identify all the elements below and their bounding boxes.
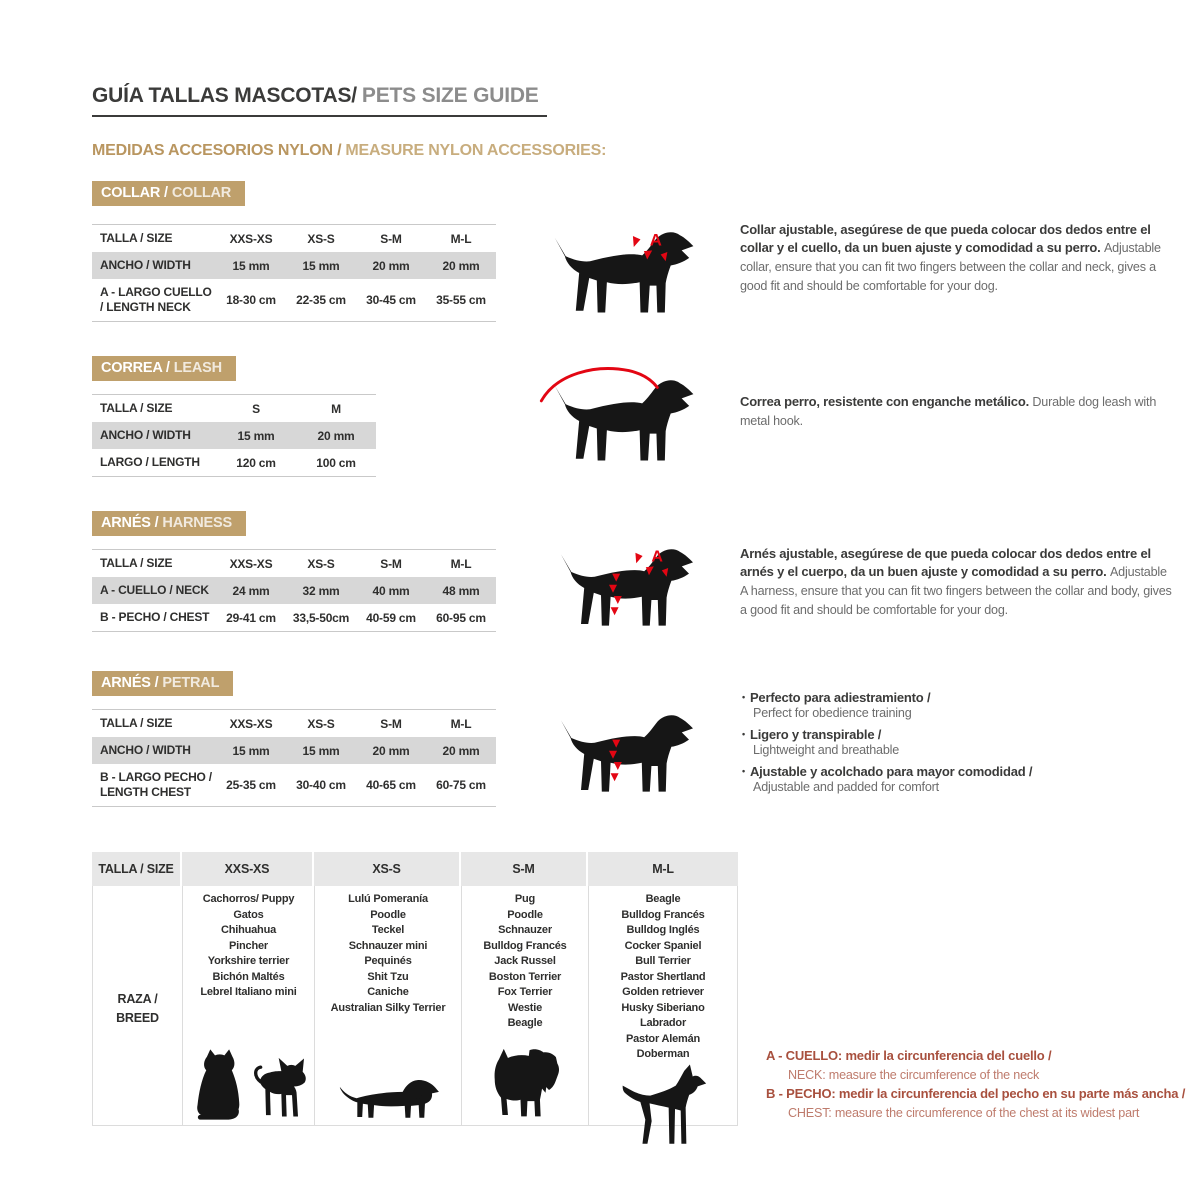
breeds-row-label	[93, 886, 183, 1125]
collar-size-table	[92, 224, 496, 322]
breed-item: Shit Tzu	[367, 970, 409, 983]
feature-es: • Ligero y transpirable /	[742, 727, 1176, 742]
petral-size-table	[92, 709, 496, 807]
breed-item: Bull Terrier	[635, 955, 691, 967]
badge-label-en: COLLAR	[171, 185, 232, 201]
breeds-column-xs-s	[315, 886, 462, 1125]
breeds-header-cell: S-M	[461, 852, 588, 886]
table-cell: 60-75 cm	[436, 778, 486, 792]
breeds-row-label-en: BREED	[116, 1010, 159, 1025]
breed-silhouettes	[589, 1063, 737, 1151]
section-badge-harness	[92, 511, 246, 536]
breed-silhouettes	[462, 1044, 588, 1125]
breed-list	[462, 892, 588, 1032]
breed-item: Pastor Shertland	[620, 970, 706, 983]
table-row	[92, 577, 496, 604]
badge-label-en: LEASH	[173, 360, 222, 376]
table-cell: 15 mm	[237, 428, 275, 443]
table-cell: TALLA / SIZE	[100, 231, 173, 245]
breeds-header-cell: M-L	[588, 852, 738, 886]
breed-item: Bulldog Inglés	[626, 924, 700, 936]
table-row	[92, 449, 376, 476]
girth-measure-arrow	[611, 607, 619, 615]
breed-item: Bulldog Francés	[483, 939, 567, 952]
harness-description-es: Arnés ajustable, asegúrese de que pueda colocar dos dedos entre el arnés y el cuerpo, da un buen ajuste y comodidad a su perro.	[740, 546, 1151, 580]
page-title-en: PETS SIZE GUIDE	[361, 84, 539, 107]
note-chest-en: CHEST: measure the circumference of the chest at its widest part	[788, 1105, 1140, 1120]
breed-item: Jack Russel	[494, 955, 556, 967]
breed-item: Teckel	[371, 924, 405, 936]
badge-label-en: HARNESS	[162, 515, 232, 531]
table-row	[92, 550, 496, 577]
table-cell: 100 cm	[316, 455, 356, 470]
breed-item: Pincher	[229, 939, 268, 952]
table-cell: 40-59 cm	[366, 610, 416, 625]
breeds-body-row	[92, 886, 738, 1126]
girth-measure-arrow	[611, 773, 619, 781]
table-cell: 15 mm	[232, 743, 270, 758]
breed-item: Yorkshire terrier	[207, 955, 290, 967]
table-cell: ANCHO / WIDTH	[100, 428, 191, 442]
schnauzer-silhouette	[485, 1044, 565, 1122]
table-cell: TALLA / SIZE	[100, 716, 173, 730]
page-title	[92, 84, 547, 117]
table-cell: 60-95 cm	[436, 610, 486, 625]
collar-description-en: Adjustable collar, ensure that you can fit two fingers between the collar and neck, gives a good fit and should be comfortable for your dog.	[740, 241, 1161, 294]
table-cell: ANCHO / WIDTH	[100, 743, 191, 757]
breed-item: Gatos	[233, 908, 264, 921]
table-cell: S-M	[380, 716, 402, 731]
feature-es: • Perfecto para adiestramiento /	[742, 690, 1176, 705]
feature-es: • Ajustable y acolchado para mayor comodidad /	[742, 764, 1176, 779]
table-cell: 15 mm	[232, 258, 270, 273]
breed-item: Schnauzer	[498, 924, 552, 936]
badge-label-es: ARNÉS /	[101, 515, 159, 531]
breeds-header-cell: XXS-XS	[182, 852, 314, 886]
breed-item: Pug	[514, 893, 536, 905]
leash-description-es: Correa perro, resistente con enganche metálico.	[740, 394, 1029, 409]
table-cell: M-L	[450, 716, 472, 731]
section-badge-collar	[92, 181, 245, 206]
measure-arrow	[633, 236, 641, 247]
table-cell: 20 mm	[372, 258, 410, 273]
badge-label-es: COLLAR /	[101, 185, 168, 201]
feature-item	[742, 727, 1176, 757]
breed-item: Pequinés	[364, 955, 412, 967]
breed-item: Pastor Alemán	[625, 1032, 701, 1045]
table-cell: 20 mm	[442, 258, 480, 273]
breed-list	[315, 892, 461, 1016]
breed-item: Husky Siberiano	[621, 1001, 705, 1014]
breed-item: Boston Terrier	[488, 970, 562, 983]
table-cell: 29-41 cm	[226, 610, 276, 625]
table-cell: 32 mm	[302, 583, 340, 598]
table-cell: B - LARGO PECHO / LENGTH CHEST	[100, 770, 212, 799]
table-cell: 30-40 cm	[296, 778, 346, 792]
table-row	[92, 225, 496, 252]
table-cell: 18-30 cm	[226, 293, 276, 307]
breed-item: Beagle	[507, 1017, 543, 1029]
breeds-column-s-m	[462, 886, 589, 1125]
breed-item: Bichón Maltés	[212, 970, 285, 983]
table-cell: 120 cm	[236, 455, 276, 470]
breed-item: Caniche	[367, 986, 409, 998]
measure-label-a: A	[651, 548, 663, 566]
breed-item: Westie	[507, 1001, 543, 1014]
table-cell: 20 mm	[442, 743, 480, 758]
table-cell: 30-45 cm	[366, 293, 416, 307]
feature-en: Perfect for obedience training	[753, 706, 912, 720]
section-badge-petral	[92, 671, 233, 696]
breed-item: Schnauzer mini	[348, 939, 428, 952]
breeds-column-xxs-xs	[183, 886, 315, 1125]
table-cell: A - LARGO CUELLO / LENGTH NECK	[100, 285, 212, 314]
breed-item: Bulldog Francés	[621, 908, 705, 921]
table-row	[92, 604, 496, 631]
harness-description	[740, 545, 1176, 620]
feature-item	[742, 764, 1176, 794]
feature-en: Adjustable and padded for comfort	[753, 780, 939, 794]
measure-arrow	[635, 553, 642, 563]
petral-features-list	[742, 690, 1176, 801]
badge-label-en: PETRAL	[162, 675, 220, 691]
breed-list	[183, 892, 314, 1001]
breed-item: Lulú Pomeranía	[348, 893, 428, 905]
table-row	[92, 395, 376, 422]
page-title-es: GUÍA TALLAS MASCOTAS/	[92, 84, 357, 107]
note-chest-es: B - PECHO: medir la circunferencia del pecho en su parte más ancha /	[766, 1086, 1186, 1102]
page-subtitle-es: MEDIDAS ACCESORIOS NYLON /	[92, 142, 342, 159]
measure-label-a: A	[649, 230, 662, 250]
cat-silhouette	[188, 1048, 242, 1122]
section-badge-leash	[92, 356, 236, 381]
table-row	[92, 764, 496, 806]
table-cell: A - CUELLO / NECK	[100, 583, 209, 597]
table-cell: M-L	[450, 556, 472, 571]
breed-item: Golden retriever	[622, 986, 704, 998]
leash-description	[740, 393, 1176, 431]
breed-item: Poodle	[370, 908, 406, 921]
table-cell: 22-35 cm	[296, 293, 346, 307]
breed-item: Chihuahua	[220, 924, 277, 936]
harness-dog-illustration	[545, 532, 705, 644]
table-cell: TALLA / SIZE	[100, 401, 173, 415]
leash-description-en: Durable dog leash with metal hook.	[740, 395, 1157, 428]
note-neck-en: NECK: measure the circumference of the neck	[788, 1067, 1040, 1082]
girth-measure-arrow	[614, 596, 622, 604]
harness-size-table	[92, 549, 496, 632]
table-cell: S-M	[380, 231, 402, 246]
table-cell: 15 mm	[302, 258, 340, 273]
measurement-notes	[766, 1046, 1196, 1123]
table-cell: 20 mm	[372, 743, 410, 758]
leash-line	[541, 369, 657, 401]
breed-silhouettes	[183, 1048, 314, 1125]
table-cell: 40 mm	[372, 583, 410, 598]
badge-label-es: ARNÉS /	[101, 675, 159, 691]
breeds-header-row	[92, 852, 738, 886]
table-row	[92, 252, 496, 279]
dog-silhouette	[555, 380, 694, 460]
breed-item: Lebrel Italiano mini	[200, 986, 297, 998]
page-subtitle-en: MEASURE NYLON ACCESSORIES:	[345, 142, 607, 159]
breed-item: Beagle	[645, 893, 681, 905]
table-row	[92, 279, 496, 321]
table-cell: M-L	[450, 231, 472, 246]
badge-label-es: CORREA /	[101, 360, 170, 376]
table-cell: TALLA / SIZE	[100, 556, 173, 570]
chihuahua-silhouette	[250, 1055, 310, 1122]
table-cell: 35-55 cm	[436, 293, 486, 307]
breeds-table	[92, 852, 738, 1126]
breed-item: Cachorros/ Puppy	[202, 893, 295, 905]
petral-dog-illustration	[545, 698, 705, 810]
dog-silhouette	[561, 715, 693, 791]
table-cell: 15 mm	[302, 743, 340, 758]
breeds-column-m-l	[589, 886, 737, 1125]
table-cell: S-M	[380, 556, 402, 571]
table-row	[92, 737, 496, 764]
page-subtitle	[92, 142, 606, 160]
table-cell: XXS-XS	[229, 716, 273, 731]
breed-silhouettes	[315, 1073, 461, 1125]
breeds-header-cell: TALLA / SIZE	[92, 852, 182, 886]
breed-item: Cocker Spaniel	[624, 939, 702, 952]
table-cell: 25-35 cm	[226, 778, 276, 792]
table-cell: B - PECHO / CHEST	[100, 610, 210, 624]
note-neck-es: A - CUELLO: medir la circunferencia del cuello /	[766, 1048, 1052, 1063]
table-cell: 33,5-50cm	[292, 610, 350, 625]
breed-item: Australian Silky Terrier	[330, 1001, 446, 1014]
table-cell: XS-S	[307, 231, 335, 246]
breed-item: Labrador	[639, 1017, 687, 1029]
table-cell: ANCHO / WIDTH	[100, 258, 191, 272]
breeds-row-label-es: RAZA /	[117, 991, 158, 1006]
dachshund-silhouette	[335, 1073, 441, 1122]
harness-description-en: Adjustable A harness, ensure that you can fit two fingers between the collar and body, gives a good fit and should be comfortable for your dog.	[740, 565, 1172, 618]
leash-dog-illustration	[538, 362, 706, 480]
breed-item: Poodle	[507, 908, 543, 921]
collar-description-es: Collar ajustable, asegúrese de que pueda colocar dos dedos entre el collar y el cuello, da un buen ajuste y comodidad a su perro.	[740, 222, 1151, 256]
breed-item: Fox Terrier	[497, 986, 553, 998]
breed-list	[589, 892, 737, 1063]
table-cell: XS-S	[307, 556, 335, 571]
table-cell: LARGO / LENGTH	[100, 455, 200, 469]
table-row	[92, 422, 376, 449]
table-row	[92, 710, 496, 737]
breeds-header-cell: XS-S	[314, 852, 461, 886]
dog-silhouette	[561, 549, 693, 625]
breed-item: Doberman	[636, 1048, 690, 1060]
table-cell: XS-S	[307, 716, 335, 731]
feature-item	[742, 690, 1176, 720]
dog-silhouette	[555, 232, 694, 312]
doberman-silhouette	[617, 1063, 709, 1148]
table-cell: M	[331, 401, 341, 416]
girth-measure-arrow	[614, 762, 622, 770]
table-cell: XXS-XS	[229, 231, 273, 246]
table-cell: 48 mm	[442, 583, 480, 598]
table-cell: 20 mm	[317, 428, 355, 443]
table-cell: S	[252, 401, 260, 416]
feature-en: Lightweight and breathable	[753, 743, 900, 757]
leash-size-table	[92, 394, 376, 477]
collar-dog-illustration	[538, 214, 706, 332]
table-cell: XXS-XS	[229, 556, 273, 571]
table-cell: 24 mm	[232, 583, 270, 598]
collar-description	[740, 221, 1176, 296]
table-cell: 40-65 cm	[366, 778, 416, 792]
